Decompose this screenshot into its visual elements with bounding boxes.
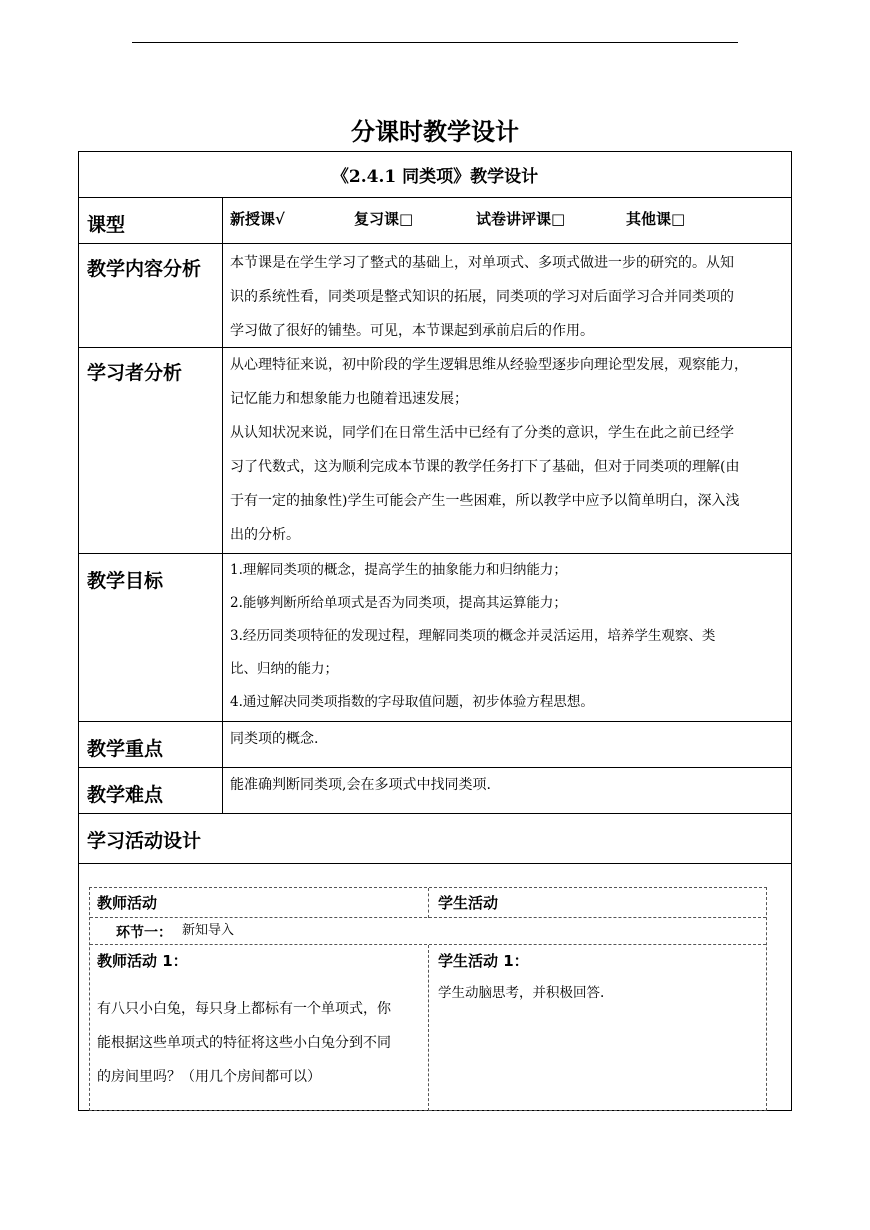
objectives-label: 教学目标: [87, 570, 164, 592]
text-line: 记忆能力和想象能力也随着迅速发展；: [230, 391, 468, 407]
key-point-label: 教学重点: [87, 738, 164, 760]
student-activity-1-text: 学生动脑思考，并积极回答.: [438, 985, 605, 1001]
objectives-row: [79, 554, 791, 722]
section-label: 环节一：: [116, 925, 172, 941]
text-line: 出的分析。: [230, 527, 300, 543]
section-name: 新知导入: [182, 923, 235, 938]
option-new-lesson: 新授课√: [230, 210, 285, 228]
objective-item: 4.通过解决同类项指数的字母取值问题，初步体验方程思想。: [230, 694, 594, 710]
header-rule: [132, 42, 738, 43]
option-exam-review-lesson: 试卷讲评课□: [476, 210, 566, 228]
teacher-activity-1-title: 教师活动 1：: [97, 952, 188, 970]
document-title: 分课时教学设计: [351, 118, 519, 146]
learner-analysis-label: 学习者分析: [87, 362, 183, 384]
column-divider: [222, 768, 223, 813]
column-divider: [222, 198, 223, 243]
course-type-options: [230, 202, 783, 237]
teacher-activity-header: 教师活动: [97, 894, 158, 912]
text-line: 本节课是在学生学习了整式的基础上，对单项式、多项式做进一步的研究的。从知: [230, 255, 734, 271]
text-line: 学习做了很好的铺垫。可见，本节课起到承前启后的作用。: [230, 323, 594, 339]
learner-analysis-text: [230, 348, 783, 552]
column-divider: [222, 348, 223, 553]
text-line: 从认知状况来说，同学们在日常生活中已经有了分类的意识，学生在此之前已经学: [230, 425, 734, 441]
difficulty-label: 教学难点: [87, 784, 164, 806]
activity-column-divider: [428, 945, 429, 1111]
activity-design-label: 学习活动设计: [87, 830, 202, 852]
option-other-lesson: 其他课□: [626, 210, 686, 228]
activity-table: [89, 887, 767, 1111]
subtitle-row: [79, 152, 791, 198]
text-line: 于有一定的抽象性)学生可能会产生一些困难，所以教学中应予以简单明白，深入浅: [230, 493, 740, 509]
text-line: 从心理特征来说，初中阶段的学生逻辑思维从经验型逐步向理论型发展，观察能力，: [230, 357, 748, 373]
difficulty-row: [79, 768, 791, 814]
lesson-plan-table: [78, 151, 792, 1111]
key-point-row: [79, 722, 791, 768]
activity-design-row: [79, 814, 791, 864]
student-activity-1-title: 学生活动 1：: [438, 952, 529, 970]
content-analysis-text: [230, 246, 783, 348]
course-type-row: [79, 198, 791, 244]
text-line: 习了代数式，这为顺利完成本节课的教学任务打下了基础，但对于同类项的理解(由: [230, 459, 740, 475]
teacher-activity-1-text: [97, 992, 422, 1094]
text-line: 能根据这些单项式的特征将这些小白兔分到不同: [97, 1035, 391, 1051]
content-analysis-row: [79, 244, 791, 348]
column-divider: [222, 554, 223, 721]
section-row: [90, 918, 766, 945]
objective-item: 1.理解同类项的概念，提高学生的抽象能力和归纳能力；: [230, 562, 567, 578]
key-point-text: 同类项的概念.: [230, 731, 319, 747]
text-line: 识的系统性看，同类项是整式知识的拓展，同类项的学习对后面学习合并同类项的: [230, 289, 734, 305]
lesson-subtitle: 《2.4.1 同类项》教学设计: [331, 167, 539, 187]
column-divider: [222, 244, 223, 347]
objective-item: 3.经历同类项特征的发现过程，理解同类项的概念并灵活运用，培养学生观察、类: [230, 628, 716, 644]
column-divider: [222, 722, 223, 767]
course-type-label: 课型: [87, 214, 126, 236]
student-activity-header: 学生活动: [438, 894, 499, 912]
objectives-text: [230, 554, 783, 719]
difficulty-text: 能准确判断同类项,会在多项式中找同类项.: [230, 777, 491, 793]
learner-analysis-row: [79, 348, 791, 554]
activity-column-divider: [428, 888, 429, 918]
content-analysis-label: 教学内容分析: [87, 258, 202, 280]
text-line: 的房间里吗？（用几个房间都可以）: [97, 1069, 321, 1085]
option-review-lesson: 复习课□: [354, 210, 414, 228]
objective-item: 比、归纳的能力；: [230, 661, 338, 677]
text-line: 有八只小白兔，每只身上都标有一个单项式，你: [97, 1001, 391, 1017]
objective-item: 2.能够判断所给单项式是否为同类项，提高其运算能力；: [230, 595, 567, 611]
